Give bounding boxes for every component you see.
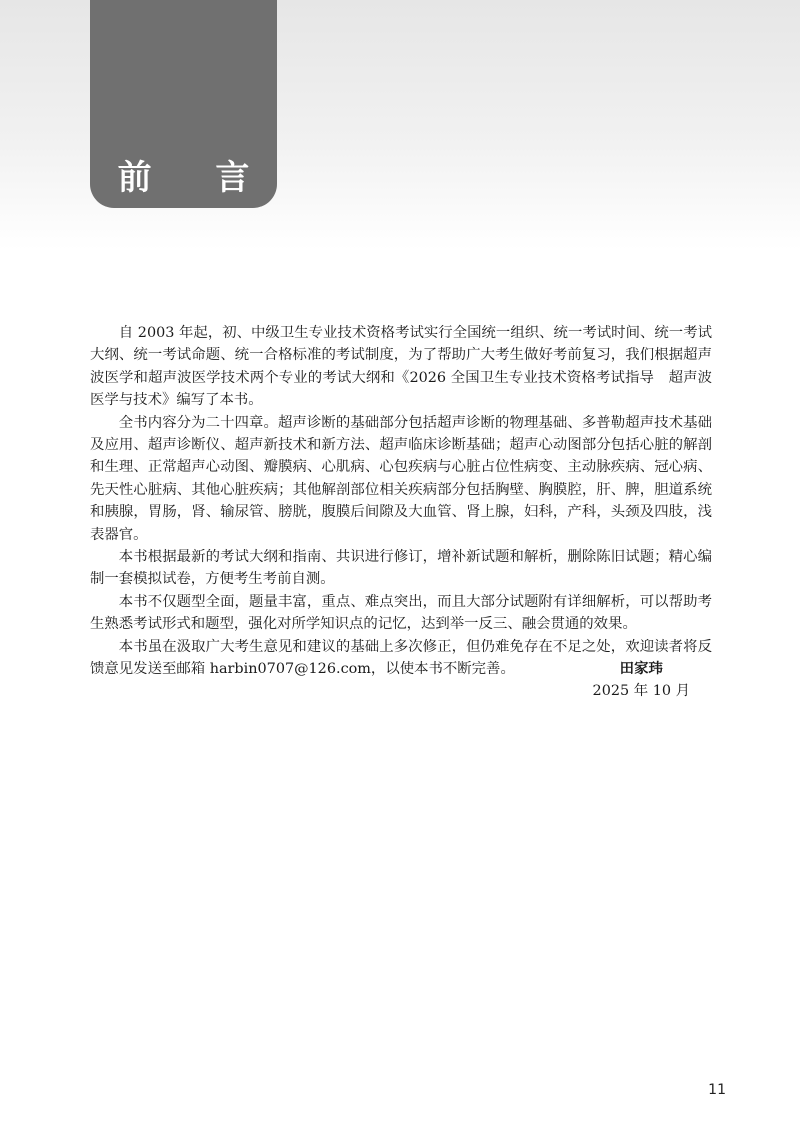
paragraph-3: 本书根据最新的考试大纲和指南、共识进行修订，增补新试题和解析，删除陈旧试题；精心编制一套模拟试卷，方便考生考前自测。 [90,549,712,588]
chapter-title-tab [90,0,277,208]
signature-date: 2025 年 10 月 [592,683,690,700]
paragraph-2: 全书内容分为二十四章。超声诊断的基础部分包括超声诊断的物理基础、多普勒超声技术基础及应用、超声诊断仪、超声新技术和新方法、超声临床诊断基础；超声心动图部分包括心脏的解剖和生理、正常超声心动图、瓣膜病、心肌病、心包疾病与心脏占位性病变、主动脉疾病、冠心病、先天性心脏病、其他心脏疾病；其他解剖部位相关疾病部分包括胸壁、胸膜腔，肝、脾，胆道系统和胰腺，胃肠，肾、输尿管、膀胱，腹膜后间隙及大血管、肾上腺，妇科，产科，头颈及四肢，浅表器官。 [90,414,712,543]
page-title: 前 言 [117,158,276,198]
paragraph-1: 自 2003 年起，初、中级卫生专业技术资格考试实行全国统一组织、统一考试时间、统一考试大纲、统一考试命题、统一合格标准的考试制度，为了帮助广大考生做好考前复习，我们根据超声波医学和超声波医学技术两个专业的考试大纲和《2026 全国卫生专业技术资格考试指导 超声波医学与技术》编写了本书。 [90,325,712,409]
author-name: 田家玮 [619,661,663,677]
paragraph-5: 本书虽在汲取广大考生意见和建议的基础上多次修正，但仍难免存在不足之处，欢迎读者将反馈意见发送至邮箱 harbin0707@126.com，以使本书不断完善。 [90,638,712,678]
page-number: 11 [708,1082,726,1098]
preface-body [90,322,712,681]
paragraph-4: 本书不仅题型全面，题量丰富，重点、难点突出，而且大部分试题附有详细解析，可以帮助考生熟悉考试形式和题型，强化对所学知识点的记忆，达到举一反三、融会贯通的效果。 [90,593,712,633]
signature-block [593,658,690,703]
